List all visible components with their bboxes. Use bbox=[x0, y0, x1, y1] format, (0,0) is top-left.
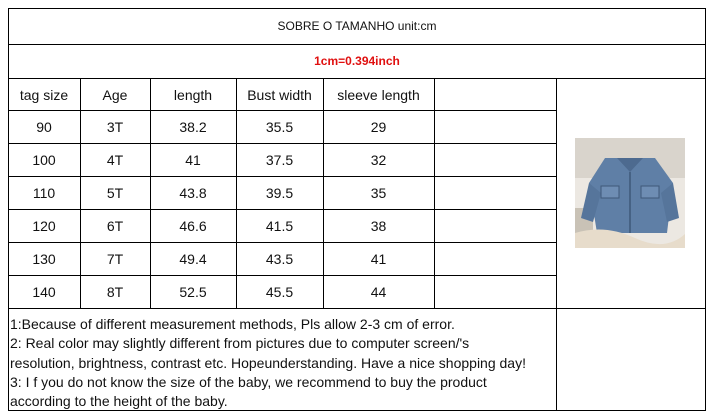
cell-sleeve-length: 41 bbox=[370, 251, 387, 267]
note-line: resolution, brightness, contrast etc. Hopeunderstanding. Have a nice shopping day! bbox=[10, 354, 526, 371]
header-length: length bbox=[173, 86, 213, 103]
cell-bust-width: 41.5 bbox=[265, 218, 294, 234]
unit-conversion: 1cm=0.394inch bbox=[314, 54, 400, 68]
cell-length: 41 bbox=[185, 152, 201, 168]
cell-tag-size: 120 bbox=[32, 218, 56, 234]
cell-sleeve-length: 38 bbox=[370, 218, 387, 234]
cell-age: 8T bbox=[106, 284, 124, 300]
cell-age: 4T bbox=[106, 152, 124, 168]
note-line: 3: I f you do not know the size of the baby, we recommend to buy the product bbox=[10, 373, 487, 390]
border-line bbox=[8, 308, 706, 309]
cell-tag-size: 90 bbox=[36, 119, 52, 135]
cell-sleeve-length: 35 bbox=[370, 185, 387, 201]
cell-tag-size: 110 bbox=[32, 185, 56, 201]
cell-sleeve-length: 44 bbox=[370, 284, 387, 300]
cell-length: 38.2 bbox=[179, 119, 207, 135]
cell-bust-width: 37.5 bbox=[265, 152, 294, 168]
cell-age: 3T bbox=[106, 119, 124, 135]
chart-title: SOBRE O TAMANHO unit:cm bbox=[277, 19, 437, 33]
note-line: according to the height of the baby. bbox=[10, 393, 228, 410]
header-age: Age bbox=[102, 86, 128, 103]
cell-sleeve-length: 29 bbox=[370, 119, 387, 135]
cell-length: 49.4 bbox=[179, 251, 207, 267]
denim-jacket-photo bbox=[575, 138, 685, 248]
cell-length: 52.5 bbox=[179, 284, 207, 300]
cell-tag-size: 130 bbox=[32, 251, 56, 267]
cell-age: 7T bbox=[106, 251, 124, 267]
header-tag-size: tag size bbox=[19, 86, 69, 103]
cell-length: 43.8 bbox=[179, 185, 207, 201]
cell-bust-width: 43.5 bbox=[265, 251, 294, 267]
header-bust-width: Bust width bbox=[247, 86, 312, 103]
border-line bbox=[434, 78, 435, 309]
cell-bust-width: 45.5 bbox=[265, 284, 294, 300]
cell-bust-width: 35.5 bbox=[265, 119, 294, 135]
cell-tag-size: 100 bbox=[32, 152, 56, 168]
notes-block bbox=[10, 315, 550, 411]
border-line bbox=[556, 78, 557, 411]
note-line: 1:Because of different measurement methods, Pls allow 2-3 cm of error. bbox=[10, 316, 455, 332]
cell-length: 46.6 bbox=[179, 218, 207, 234]
cell-tag-size: 140 bbox=[32, 284, 56, 300]
cell-age: 6T bbox=[106, 218, 124, 234]
cell-sleeve-length: 32 bbox=[370, 152, 387, 168]
header-sleeve-length: sleeve length bbox=[337, 86, 420, 103]
cell-bust-width: 39.5 bbox=[265, 185, 294, 201]
note-line: 2: Real color may slightly different from pictures due to computer screen/'s bbox=[10, 335, 470, 352]
cell-age: 5T bbox=[106, 185, 124, 201]
